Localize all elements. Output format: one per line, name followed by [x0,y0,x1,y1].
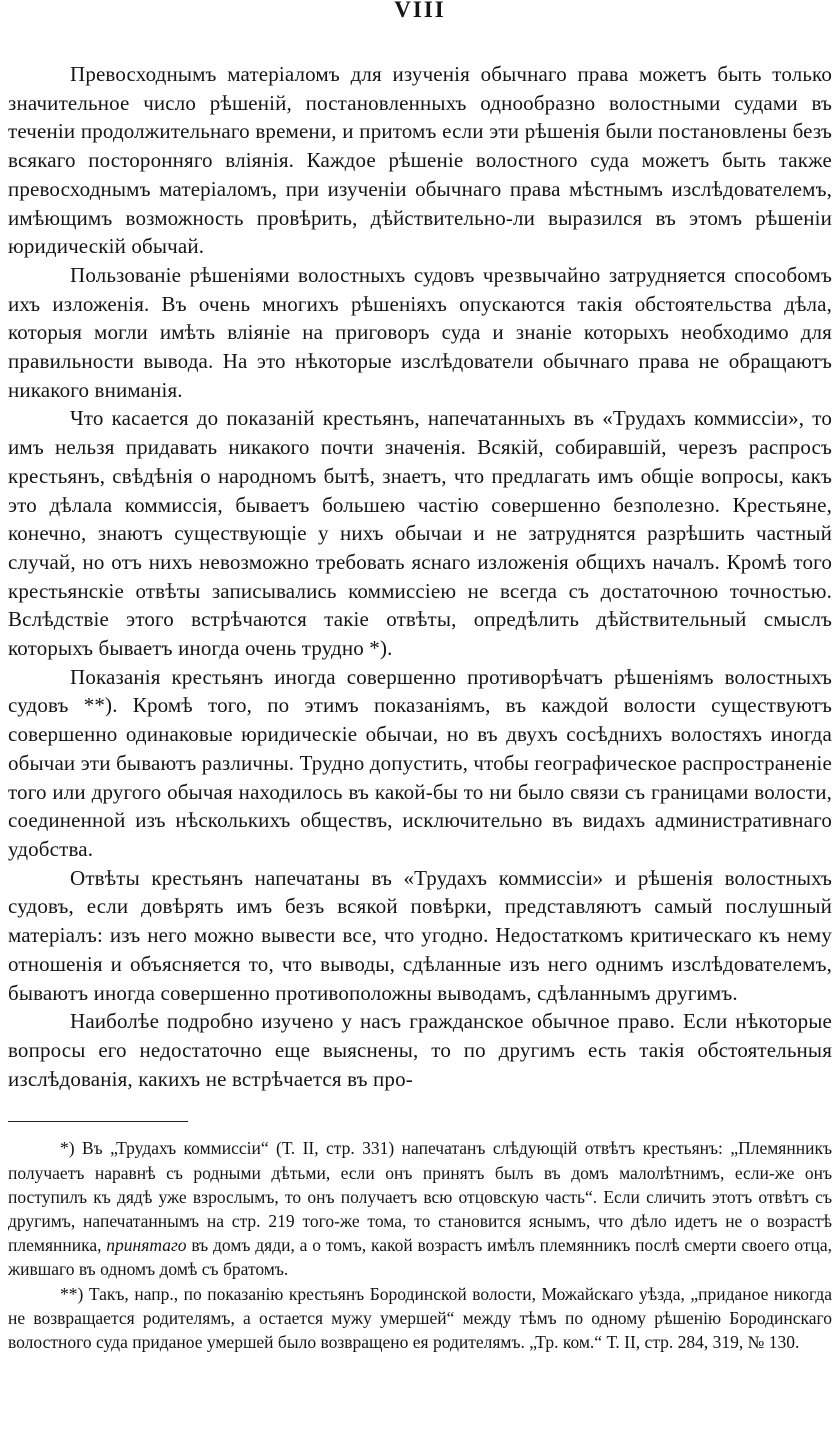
footnote-1-text-a: *) Въ „Трудахъ коммиссіи“ (Т. II, стр. 331) напечатанъ слѣдующій отвѣтъ крестьянъ: „Племянникъ получаетъ наравнѣ съ родными дѣтьми, если онъ принятъ былъ въ домъ малолѣтнимъ, если-же онъ поступилъ къ дядѣ уже взрослымъ, то онъ получаетъ всю отцовскую часть“. Если сличить этотъ отвѣтъ съ другимъ, напечатаннымъ на стр. 219 того-же тома, то становится яснымъ, что дѣло идетъ не о возрастѣ племянника, [8,1138,832,1256]
footnote-2: **) Такъ, напр., по показанію крестьянъ Бородинской волости, Можайскаго уѣзда, „приданое никогда не возвращается родителямъ, а остается мужу умершей“ между тѣмъ по одному рѣшенію Бородинскаго волостного суда приданое умершей было возвращено ея родителямъ. „Тр. ком.“ Т. II, стр. 284, 319, № 130. [8,1283,832,1352]
main-text [8,60,832,1093]
footnote-1-text-b: въ домъ дяди, а о томъ, какой возрастъ имѣлъ племянникъ послѣ смерти своего отца, жившаго въ одномъ домѣ съ братомъ. [8,1235,832,1280]
footnote-1 [8,1136,832,1281]
paragraph: Отвѣты крестьянъ напечатаны въ «Трудахъ коммиссіи» и рѣшенія волостныхъ судовъ, если довѣрять имъ безъ всякой повѣрки, представляютъ самый послушный матеріалъ: изъ него можно вывести все, что угодно. Недостаткомъ критическаго къ нему отношенія и объясняется то, что выводы, сдѣланные изъ него однимъ изслѣдователемъ, бываютъ иногда совершенно противоположны выводамъ, сдѣланнымъ другимъ. [8,865,832,1005]
page-number: VIII [394,0,446,22]
footnotes [8,1136,832,1354]
paragraph: Показанія крестьянъ иногда совершенно противорѣчатъ рѣшеніямъ волостныхъ судовъ **). Кромѣ того, по этимъ показаніямъ, въ каждой волости существуютъ совершенно одинаковые юридическіе обычаи, но въ двухъ сосѣднихъ волостяхъ иногда обычаи эти бываютъ различны. Трудно допустить, чтобы географическое распространеніе того или другого обычая находилось въ какой-бы то ни было связи съ границами волости, соединенной изъ нѣсколькихъ обществъ, исключительно въ видахъ административнаго удобства. [8,664,832,861]
paragraph: Превосходнымъ матеріаломъ для изученія обычнаго права можетъ быть только значительное число рѣшеній, постановленныхъ однообразно волостными судами въ теченіи продолжительнаго времени, и притомъ если эти рѣшенія были постановлены безъ всякаго посторонняго вліянія. Каждое рѣшеніе волостного суда можетъ быть также превосходнымъ матеріаломъ, при изученіи обычнаго права мѣстнымъ изслѣдователемъ, имѣющимъ возможность провѣрить, дѣйствительно-ли выразился въ этомъ рѣшеніи юридическій обычай. [8,62,832,259]
paragraph: Пользованіе рѣшеніями волостныхъ судовъ чрезвычайно затрудняется способомъ ихъ изложенія. Въ очень многихъ рѣшеніяхъ опускаются такія обстоятельства дѣла, которыя могли имѣть вліяніе на приговоръ суда и знаніе которыхъ необходимо для правильности вывода. На это нѣкоторые изслѣдователи обычнаго права не обращаютъ никакого вниманія. [8,262,832,402]
paragraph: Наиболѣе подробно изучено у насъ гражданское обычное право. Если нѣкоторые вопросы его недостаточно еще выяснены, то по другимъ есть такія обстоятельныя изслѣдованія, какихъ не встрѣчается въ про- [8,1009,832,1091]
footnote-1-italic-word: принятаго [106,1235,187,1256]
footnote-separator [8,1121,188,1122]
paragraph: Что касается до показаній крестьянъ, напечатанныхъ въ «Трудахъ коммиссіи», то имъ нельзя придавать никакого почти значенія. Всякій, собиравшій, черезъ распросъ крестьянъ, свѣдѣнія о народномъ бытѣ, знаетъ, что предлагать имъ общіе вопросы, какъ это дѣлала коммиссія, бываетъ большею частію совершенно безполезно. Крестьяне, конечно, знаютъ существующіе у нихъ обычаи и не затруднятся разрѣшить частный случай, но отъ нихъ невозможно требовать яснаго изложенія общихъ началъ. Кромѣ того крестьянскіе отвѣты записывались коммиссіею не всегда съ достаточною точностью. Вслѣдствіе этого встрѣчаются такіе отвѣты, опредѣлить дѣйствительный смыслъ которыхъ бываетъ иногда очень трудно *). [8,406,832,661]
